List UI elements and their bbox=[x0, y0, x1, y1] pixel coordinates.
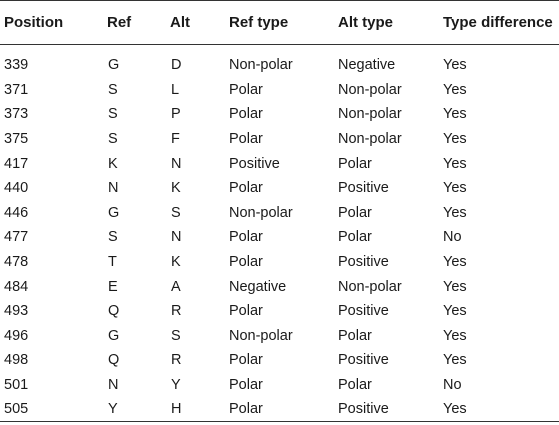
cell-ref-type: Polar bbox=[229, 303, 263, 320]
table-row bbox=[0, 225, 559, 250]
header-row bbox=[0, 1, 559, 45]
cell-ref-type: Polar bbox=[229, 131, 263, 148]
table-row bbox=[0, 299, 559, 324]
table-row bbox=[0, 78, 559, 103]
cell-alt-type: Non-polar bbox=[338, 131, 402, 148]
cell-ref-type: Negative bbox=[229, 278, 287, 295]
cell-ref: S bbox=[108, 229, 118, 246]
cell-ref-type: Polar bbox=[229, 229, 263, 246]
cell-ref-type: Polar bbox=[229, 180, 263, 197]
cell-ref: E bbox=[108, 278, 118, 295]
cell-alt: H bbox=[166, 397, 225, 422]
cell-ref-type: Non-polar bbox=[229, 204, 293, 221]
cell-position: 440 bbox=[4, 180, 29, 197]
cell-type-difference: Yes bbox=[443, 155, 467, 172]
cell-alt: N bbox=[171, 155, 182, 172]
cell-position: 505 bbox=[0, 397, 103, 422]
cell-ref-type: Polar bbox=[229, 352, 263, 369]
header-position: Position bbox=[0, 1, 103, 45]
cell-alt: N bbox=[171, 229, 182, 246]
table-row bbox=[0, 151, 559, 176]
cell-alt-type: Positive bbox=[334, 397, 439, 422]
cell-alt-type: Positive bbox=[338, 254, 389, 271]
cell-alt-type: Non-polar bbox=[338, 81, 402, 98]
cell-position: 339 bbox=[4, 57, 29, 74]
cell-ref-type: Non-polar bbox=[229, 57, 293, 74]
cell-ref: N bbox=[108, 377, 119, 394]
cell-type-difference: No bbox=[443, 229, 462, 246]
cell-alt-type: Polar bbox=[338, 327, 372, 344]
cell-alt: F bbox=[171, 131, 180, 148]
cell-position: 493 bbox=[4, 303, 29, 320]
cell-ref: S bbox=[108, 131, 118, 148]
cell-alt: S bbox=[171, 204, 181, 221]
cell-position: 373 bbox=[4, 106, 29, 123]
cell-type-difference: Yes bbox=[443, 303, 467, 320]
cell-alt-type: Polar bbox=[338, 377, 372, 394]
cell-ref: S bbox=[108, 81, 118, 98]
table-row bbox=[0, 250, 559, 275]
cell-alt: L bbox=[171, 81, 180, 98]
cell-type-difference: Yes bbox=[443, 106, 467, 123]
cell-ref-type: Polar bbox=[229, 106, 263, 123]
cell-ref-type: Polar bbox=[229, 81, 263, 98]
cell-type-difference: No bbox=[443, 377, 462, 394]
cell-ref: Q bbox=[108, 303, 120, 320]
cell-ref: N bbox=[108, 180, 119, 197]
cell-ref: G bbox=[108, 204, 120, 221]
cell-alt-type: Polar bbox=[338, 204, 372, 221]
table-row bbox=[0, 324, 559, 349]
table-header bbox=[0, 1, 559, 45]
cell-alt-type: Non-polar bbox=[338, 278, 402, 295]
cell-ref-type: Non-polar bbox=[229, 327, 293, 344]
cell-position: 498 bbox=[4, 352, 29, 369]
cell-position: 484 bbox=[4, 278, 29, 295]
cell-alt-type: Polar bbox=[338, 155, 372, 172]
table-row bbox=[0, 373, 559, 398]
cell-ref: S bbox=[108, 106, 118, 123]
cell-ref: Y bbox=[103, 397, 166, 422]
cell-alt-type: Positive bbox=[338, 352, 389, 369]
header-ref-type: Ref type bbox=[225, 1, 334, 45]
cell-alt: D bbox=[171, 57, 182, 74]
spacer-row bbox=[0, 45, 559, 54]
cell-position: 446 bbox=[4, 204, 29, 221]
cell-ref-type: Positive bbox=[229, 155, 280, 172]
header-alt-type: Alt type bbox=[334, 1, 439, 45]
cell-ref-type: Polar bbox=[229, 254, 263, 271]
cell-position: 371 bbox=[4, 81, 29, 98]
cell-position: 375 bbox=[4, 131, 29, 148]
header-type-difference: Type difference bbox=[439, 1, 559, 45]
table-row bbox=[0, 201, 559, 226]
cell-ref: Q bbox=[108, 352, 120, 369]
header-alt: Alt bbox=[166, 1, 225, 45]
cell-alt-type: Polar bbox=[338, 229, 372, 246]
cell-position: 496 bbox=[4, 327, 29, 344]
cell-position: 478 bbox=[4, 254, 29, 271]
header-ref: Ref bbox=[103, 1, 166, 45]
cell-position: 477 bbox=[4, 229, 29, 246]
table-row bbox=[0, 127, 559, 152]
cell-alt: Y bbox=[171, 377, 181, 394]
cell-alt: A bbox=[171, 278, 181, 295]
table-body bbox=[0, 45, 559, 422]
cell-ref: T bbox=[108, 254, 117, 271]
cell-type-difference: Yes bbox=[443, 204, 467, 221]
cell-type-difference: Yes bbox=[443, 57, 467, 74]
cell-alt: K bbox=[171, 180, 181, 197]
cell-ref-type: Polar bbox=[229, 377, 263, 394]
cell-type-difference: Yes bbox=[443, 180, 467, 197]
table-row bbox=[0, 348, 559, 373]
cell-type-difference: Yes bbox=[439, 397, 559, 422]
table-row bbox=[0, 53, 559, 78]
cell-alt-type: Negative bbox=[338, 57, 396, 74]
cell-alt-type: Positive bbox=[338, 303, 389, 320]
cell-ref: G bbox=[108, 57, 120, 74]
table-row bbox=[0, 397, 559, 422]
cell-alt-type: Non-polar bbox=[338, 106, 402, 123]
cell-alt: K bbox=[171, 254, 181, 271]
cell-type-difference: Yes bbox=[443, 81, 467, 98]
cell-position: 501 bbox=[4, 377, 29, 394]
cell-type-difference: Yes bbox=[443, 254, 467, 271]
cell-alt-type: Positive bbox=[338, 180, 389, 197]
cell-type-difference: Yes bbox=[443, 278, 467, 295]
table-row bbox=[0, 176, 559, 201]
table-row bbox=[0, 274, 559, 299]
cell-ref: G bbox=[108, 327, 120, 344]
cell-alt: R bbox=[171, 303, 182, 320]
cell-alt: R bbox=[171, 352, 182, 369]
table-row bbox=[0, 102, 559, 127]
cell-alt: P bbox=[171, 106, 181, 123]
cell-type-difference: Yes bbox=[443, 327, 467, 344]
cell-type-difference: Yes bbox=[443, 131, 467, 148]
cell-type-difference: Yes bbox=[443, 352, 467, 369]
cell-position: 417 bbox=[4, 155, 29, 172]
cell-ref-type: Polar bbox=[225, 397, 334, 422]
cell-ref: K bbox=[108, 155, 118, 172]
cell-alt: S bbox=[171, 327, 181, 344]
